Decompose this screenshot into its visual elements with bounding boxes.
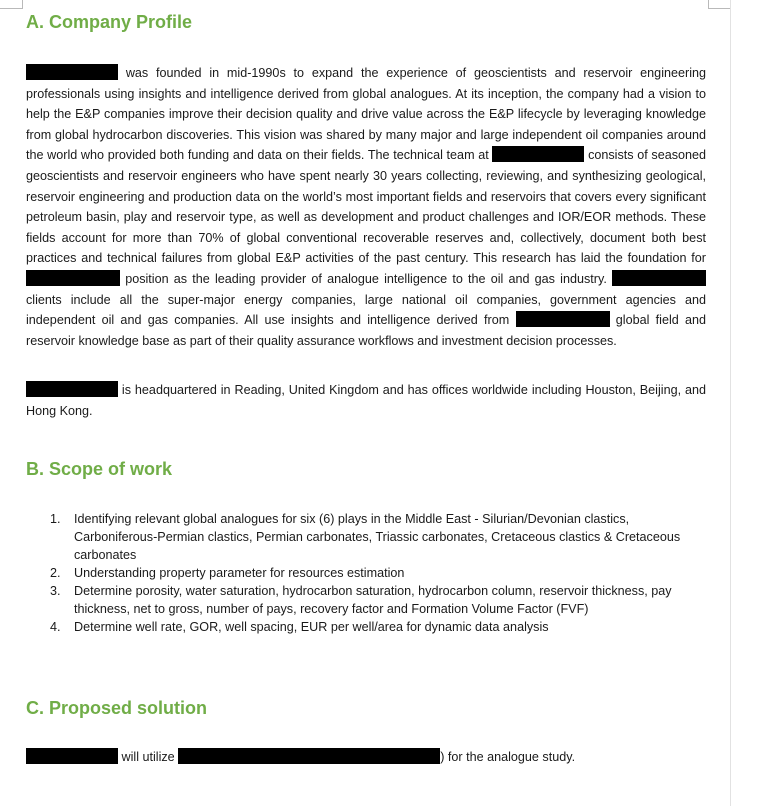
list-item[interactable] [26,582,706,618]
proposed-solution-paragraph[interactable] [26,747,706,768]
text-run: position as the leading provider of analogue intelligence to the oil and gas industry. [125,271,607,286]
scope-of-work-list [26,510,706,636]
page-right-edge [730,0,731,806]
text-run: global field and reservoir knowledge base as part of their quality assurance workflows and investment decision processes. [26,313,707,348]
redacted-company-name [26,64,118,80]
text-run: consists of seasoned geoscientists and reservoir engineers who have spent nearly 30 years collecting, reviewing, and synthesizing geological, reservoir engineering and production data on the world’s most important fields and reservoirs that covers every significant petroleum basin, play and reservoir type, as well as development and product challenges and IOR/EOR methods. These fields account for more than 70% of global conventional recoverable reserves and, collectively, document both best practices and technical failures from global E&P activities of the past century. This research has laid the foundation for [26,148,707,266]
redacted-company-name [612,270,706,286]
section-heading-proposed-solution: C. Proposed solution [26,698,208,718]
page-corner-mark-left [0,0,23,9]
list-item-text: Determine well rate, GOR, well spacing, EUR per well/area for dynamic data analysis [74,620,549,634]
redacted-company-name [26,270,120,286]
list-item-number: 4. [50,620,61,634]
list-item-text: Understanding property parameter for resources estimation [74,566,405,580]
list-item[interactable] [26,510,706,564]
text-run: will utilize [121,750,175,764]
text-run: ) for the analogue study. [440,750,576,764]
page-corner-mark-right [708,0,731,9]
redacted-company-name [492,146,584,162]
section-heading-scope-of-work: B. Scope of work [26,459,173,479]
text-run: clients include all the super-major energy companies, large national oil companies, government agencies and independent oil and gas companies. All use insights and intelligence derived from [26,292,706,328]
list-item-text: Identifying relevant global analogues for six (6) plays in the Middle East - Silurian/Devonian clastics, Carboniferous-Permian clastics, Permian carbonates, Triassic carbonates, Cretaceous clastics & Cretaceous carbonates [74,512,681,562]
redacted-company-name [26,748,118,764]
redacted-product-name [178,748,440,764]
list-item-number: 3. [50,584,61,598]
list-item[interactable] [26,618,706,636]
section-heading-company-profile: A. Company Profile [26,12,193,32]
list-item-number: 1. [50,512,61,526]
list-item[interactable] [26,564,706,582]
headquarters-paragraph[interactable] [26,380,706,421]
text-run: is headquartered in Reading, United Kingdom and has offices worldwide including Houston, Beijing, and Hong Kong. [26,383,707,418]
redacted-company-name [26,381,118,397]
redacted-company-name [516,311,610,327]
text-run: was founded in mid-1990s to expand the experience of geoscientists and reservoir engineering professionals using insights and intelligence derived from global analogues. At its inception, the company had a vision to help the E&P companies improve their decision quality and drive value across the E&P lifecycle by leveraging knowledge from global hydrocarbon discoveries. This vision was shared by many major and large independent oil companies around the world who provided both funding and data on their fields. The technical team at [26,66,707,163]
list-item-text: Determine porosity, water saturation, hydrocarbon saturation, hydrocarbon column, reservoir thickness, pay thickness, net to gross, number of pays, recovery factor and Formation Volume Factor (FVF) [74,584,672,616]
list-item-number: 2. [50,566,61,580]
company-profile-paragraph[interactable] [26,63,706,351]
